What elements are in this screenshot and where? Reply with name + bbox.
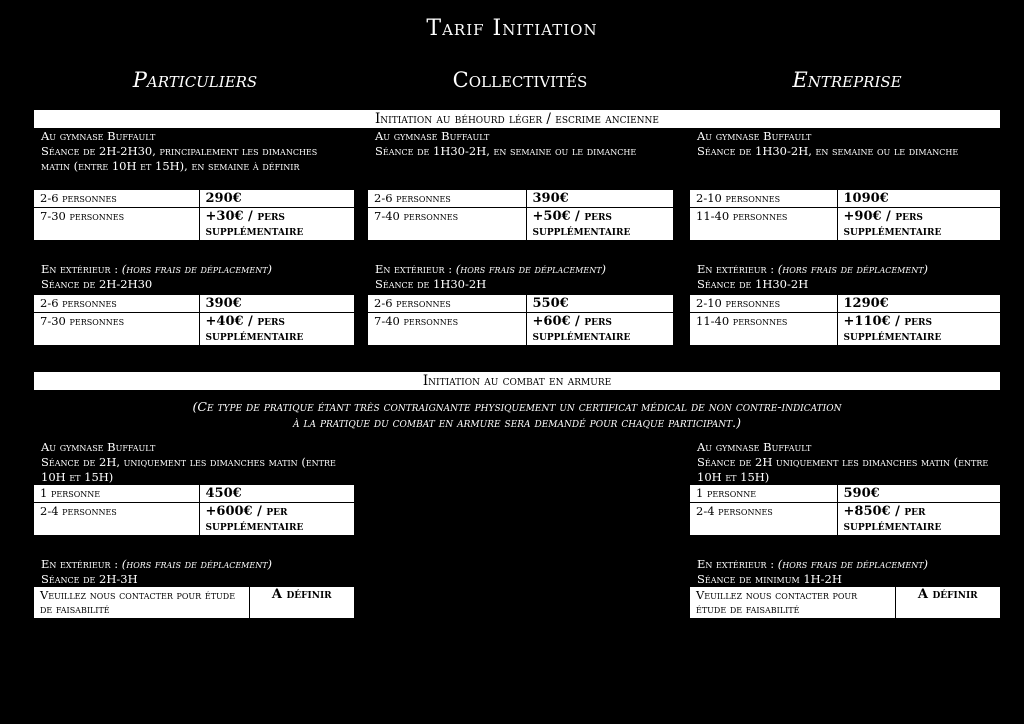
table-row <box>368 313 673 346</box>
note-line: (Ce type de pratique étant très contraignante physiquement un certificat médical de non contre-indication <box>192 399 842 414</box>
ext-location: En extérieur : <box>697 557 778 571</box>
price: +60€ / pers supplémentaire <box>526 313 673 346</box>
price: +40€ / pers supplémentaire <box>199 313 354 346</box>
price: +90€ / pers supplémentaire <box>837 208 1000 241</box>
column-header-collectivites: Collectivités <box>452 68 588 92</box>
column-header-particuliers: Particuliers <box>132 68 258 92</box>
group-size: 7-40 personnes <box>368 313 526 346</box>
session-description: Séance de 1H30-2H <box>375 277 487 291</box>
group-size: 2-4 personnes <box>34 503 199 536</box>
price: 1290€ <box>843 296 889 311</box>
group-size: 11-40 personnes <box>690 313 837 346</box>
gym-location: Au gymnase Buffault <box>41 440 156 454</box>
price: 450€ <box>205 486 242 501</box>
page-title: Tarif Initiation <box>426 16 598 41</box>
s1-entreprise-gym-price-table <box>690 190 1000 240</box>
s1-entreprise-ext-info <box>697 262 1002 292</box>
s2-entreprise-gym-info <box>697 440 997 485</box>
s2-entreprise-gym-price-table <box>690 485 1000 535</box>
s2-particuliers-gym-price-table <box>34 485 354 535</box>
table-row <box>368 295 673 313</box>
s2-particuliers-ext-info <box>41 557 351 587</box>
note-line: à la pratique du combat en armure sera demandé pour chaque participant.) <box>293 415 741 430</box>
group-size: 7-30 personnes <box>34 313 199 346</box>
price: +600€ / per supplémentaire <box>199 503 354 536</box>
table-row <box>690 190 1000 208</box>
table-row <box>34 503 354 536</box>
group-size: 2-10 personnes <box>690 295 837 313</box>
table-row <box>368 208 673 241</box>
group-size: 2-10 personnes <box>690 190 837 208</box>
ext-note: (hors frais de déplacement) <box>777 557 929 571</box>
s1-entreprise-ext-price-table <box>690 295 1000 345</box>
s1-collectivites-ext-info <box>375 262 680 292</box>
price: 590€ <box>843 486 880 501</box>
session-description: Séance de 1H30-2H <box>697 277 809 291</box>
table-row <box>690 295 1000 313</box>
session-description: Séance de 2H-3H <box>41 572 138 586</box>
table-row <box>34 313 354 346</box>
price: 390€ <box>205 296 242 311</box>
s1-collectivites-ext-price-table <box>368 295 673 345</box>
ext-note: (hors frais de déplacement) <box>777 262 929 276</box>
price: 290€ <box>205 191 242 206</box>
group-size: 7-30 personnes <box>34 208 199 241</box>
price: 1090€ <box>843 191 889 206</box>
table-row <box>34 208 354 241</box>
s2-particuliers-contact-table <box>34 587 354 618</box>
s1-particuliers-gym-info <box>41 129 341 174</box>
price: +30€ / pers supplémentaire <box>199 208 354 241</box>
group-size: 2-6 personnes <box>368 190 526 208</box>
session-description: Séance de minimum 1H-2H <box>697 572 842 586</box>
table-row <box>34 190 354 208</box>
price: +110€ / pers supplémentaire <box>837 313 1000 346</box>
group-size: 1 personne <box>690 485 837 503</box>
session-description: Séance de 2H, uniquement les dimanches matin (entre 10H et 15H) <box>41 455 336 484</box>
ext-location: En extérieur : <box>41 557 122 571</box>
session-description: Séance de 1H30-2H, en semaine ou le dimanche <box>697 144 959 158</box>
s1-collectivites-gym-info <box>375 129 665 159</box>
table-row <box>690 587 1000 618</box>
table-row <box>690 313 1000 346</box>
medical-certificate-note <box>34 399 1000 431</box>
group-size: 1 personne <box>34 485 199 503</box>
s1-particuliers-gym-price-table <box>34 190 354 240</box>
table-row <box>34 485 354 503</box>
s2-entreprise-contact-table <box>690 587 1000 618</box>
contact-text: Veuillez nous contacter pour étude de faisabilité <box>690 587 895 618</box>
table-row <box>690 503 1000 536</box>
table-row <box>690 208 1000 241</box>
gym-location: Au gymnase Buffault <box>375 129 490 143</box>
ext-note: (hors frais de déplacement) <box>455 262 607 276</box>
session-description: Séance de 2H uniquement les dimanches matin (entre 10H et 15H) <box>697 455 989 484</box>
ext-location: En extérieur : <box>41 262 122 276</box>
section-band-armour: Initiation au combat en armure <box>34 372 1000 390</box>
column-header-entreprise: Entreprise <box>792 68 902 92</box>
price: 390€ <box>532 191 569 206</box>
table-row <box>368 190 673 208</box>
group-size: 2-6 personnes <box>368 295 526 313</box>
ext-note: (hors frais de déplacement) <box>121 262 273 276</box>
ext-location: En extérieur : <box>375 262 456 276</box>
ext-location: En extérieur : <box>697 262 778 276</box>
table-row <box>34 587 354 618</box>
price: +850€ / per supplémentaire <box>837 503 1000 536</box>
s2-entreprise-ext-info <box>697 557 1002 587</box>
session-description: Séance de 2H-2H30 <box>41 277 153 291</box>
gym-location: Au gymnase Buffault <box>41 129 156 143</box>
gym-location: Au gymnase Buffault <box>697 129 812 143</box>
price: A définir <box>271 587 332 602</box>
price: 550€ <box>532 296 569 311</box>
table-row <box>34 295 354 313</box>
s1-entreprise-gym-info <box>697 129 987 159</box>
s2-particuliers-gym-info <box>41 440 341 485</box>
gym-location: Au gymnase Buffault <box>697 440 812 454</box>
group-size: 2-4 personnes <box>690 503 837 536</box>
contact-text: Veuillez nous contacter pour étude de faisabilité <box>34 587 249 618</box>
session-description: Séance de 1H30-2H, en semaine ou le dimanche <box>375 144 637 158</box>
ext-note: (hors frais de déplacement) <box>121 557 273 571</box>
price: A définir <box>917 587 978 602</box>
s1-collectivites-gym-price-table <box>368 190 673 240</box>
session-description: Séance de 2H-2H30, principalement les dimanches matin (entre 10H et 15H), en semaine à définir <box>41 144 318 173</box>
table-row <box>690 485 1000 503</box>
s1-particuliers-ext-info <box>41 262 351 292</box>
group-size: 11-40 personnes <box>690 208 837 241</box>
group-size: 7-40 personnes <box>368 208 526 241</box>
s1-particuliers-ext-price-table <box>34 295 354 345</box>
group-size: 2-6 personnes <box>34 190 199 208</box>
price: +50€ / pers supplémentaire <box>526 208 673 241</box>
section-band-behourd: Initiation au béhourd léger / escrime ancienne <box>34 110 1000 128</box>
group-size: 2-6 personnes <box>34 295 199 313</box>
